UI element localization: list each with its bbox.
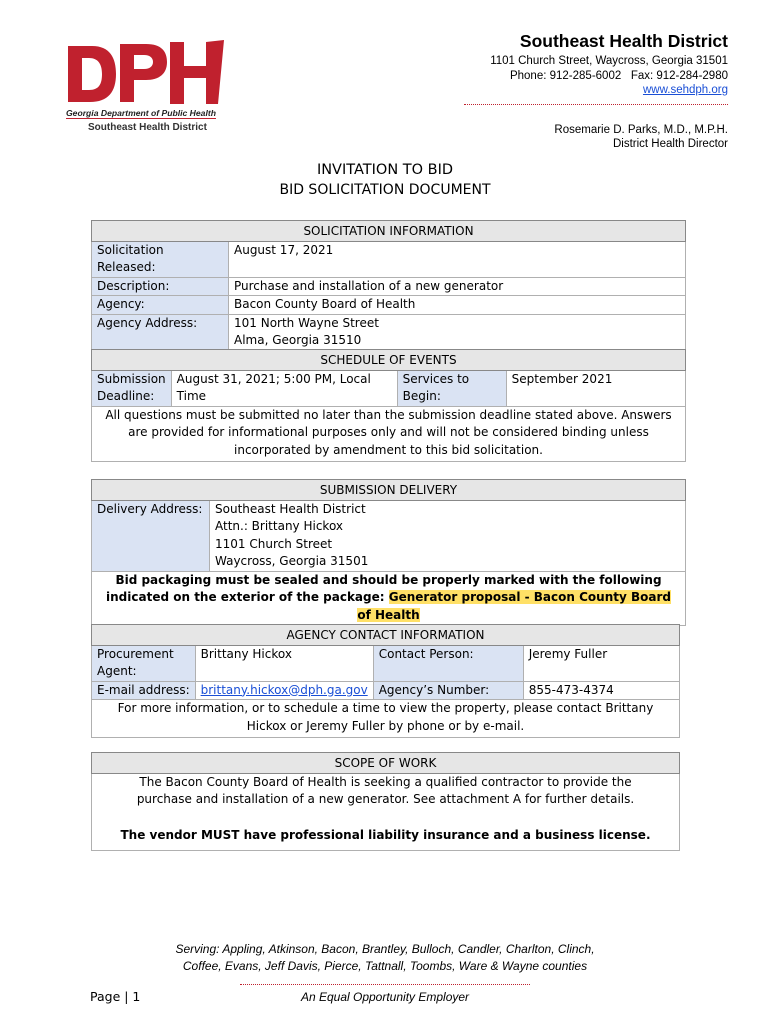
procurement-label-line-2: Agent: [97, 664, 137, 678]
released-value: August 17, 2021 [229, 241, 686, 277]
schedule-heading: SCHEDULE OF EVENTS [92, 350, 686, 371]
services-label-line-1: Services to [402, 371, 470, 386]
delivery-line-4: Waycross, Georgia 31501 [215, 554, 369, 568]
document-title [0, 160, 770, 200]
org-name: Southeast Health District [519, 31, 728, 51]
org-address: 1101 Church Street, Waycross, Georgia 31501 [490, 55, 728, 67]
agency-number-label: Agency’s Number: [373, 681, 523, 700]
email-label: E-mail address: [92, 681, 196, 700]
title-line-1: INVITATION TO BID [316, 162, 454, 178]
footer-serving [0, 941, 770, 985]
agency-address-label: Agency Address: [92, 314, 229, 350]
delivery-line-1: Southeast Health District [215, 501, 366, 516]
org-phone-fax: Phone: 912-285-6002 Fax: 912-284-2980 [509, 69, 728, 82]
director-title: District Health Director [612, 138, 728, 150]
logo-tagline: Georgia Department of Public Health [66, 108, 216, 118]
address-line-1: 101 North Wayne Street [234, 315, 379, 330]
agency-label: Agency: [92, 296, 229, 315]
dph-logo-mark [66, 40, 228, 108]
packaging-instructions [92, 571, 686, 626]
serving-line-1: Serving: Appling, Atkinson, Bacon, Brantley, Bulloch, Candler, Charlton, Clinch, [175, 942, 595, 956]
director-name: Rosemarie D. Parks, M.D., M.P.H. [554, 123, 728, 136]
delivery-label: Delivery Address: [92, 500, 210, 571]
deadline-label-line-1: Submission [97, 371, 166, 386]
agency-address-value [229, 314, 686, 350]
deadline-value: August 31, 2021; 5:00 PM, Local Time [171, 370, 397, 406]
services-label-line-2: Begin: [402, 389, 441, 403]
services-value: September 2021 [506, 370, 685, 406]
delivery-table [91, 479, 686, 626]
contact-person-value: Jeremy Fuller [523, 645, 679, 681]
title-line-2: BID SOLICITATION DOCUMENT [279, 182, 491, 198]
procurement-label [92, 645, 196, 681]
released-label: Solicitation Released: [92, 241, 229, 277]
contact-heading: AGENCY CONTACT INFORMATION [92, 625, 680, 646]
scope-body [92, 773, 680, 851]
equal-opportunity: An Equal Opportunity Employer [300, 990, 470, 1004]
deadline-label [92, 370, 172, 406]
contact-note: For more information, or to schedule a time to view the property, please contact Brittany Hickox or Jeremy Fuller by phone or by e-mail. [92, 700, 680, 738]
email-cell [195, 681, 373, 700]
services-label [397, 370, 506, 406]
schedule-table [91, 349, 686, 462]
solicitation-table [91, 220, 686, 351]
website-link[interactable]: www.sehdph.org [642, 84, 728, 96]
contact-table [91, 624, 680, 738]
scope-requirement: The vendor MUST have professional liability insurance and a business license. [120, 827, 651, 842]
delivery-address [210, 500, 686, 571]
scope-heading: SCOPE OF WORK [92, 753, 680, 774]
scope-text: The Bacon County Board of Health is seeking a qualified contractor to provide the purchase and installation of a new generator. See attachment A for further details. [136, 774, 635, 806]
deadline-label-line-2: Deadline: [97, 389, 155, 403]
page-number: Page | 1 [90, 989, 141, 1004]
description-value: Purchase and installation of a new generator [229, 277, 686, 296]
serving-line-2: Coffee, Evans, Jeff Davis, Pierce, Tattnall, Toombs, Ware & Wayne counties [182, 959, 588, 973]
solicitation-heading: SOLICITATION INFORMATION [92, 221, 686, 242]
contact-person-label: Contact Person: [373, 645, 523, 681]
logo-divider [66, 118, 216, 119]
agency-number-value: 855-473-4374 [523, 681, 679, 700]
packaging-text: Bid packaging must be sealed and should be properly marked with the following indicated on the exterior of the package: [106, 572, 662, 604]
packaging-label-highlight: Generator proposal - Bacon County Board of Health [357, 590, 671, 622]
delivery-line-3: 1101 Church Street [215, 536, 333, 551]
schedule-note: All questions must be submitted no later than the submission deadline stated above. Answers are provided for informational purposes only and will not be considered binding unless incorporated by amendment to this bid solicitation. [92, 406, 686, 462]
footer-divider [240, 984, 530, 985]
logo-district: Southeast Health District [88, 122, 207, 133]
scope-table [91, 752, 680, 851]
letterhead-divider [464, 104, 728, 105]
delivery-heading: SUBMISSION DELIVERY [92, 480, 686, 501]
procurement-label-line-1: Procurement [97, 646, 174, 661]
procurement-value: Brittany Hickox [195, 645, 373, 681]
letterhead [464, 30, 728, 152]
description-label: Description: [92, 277, 229, 296]
agency-value: Bacon County Board of Health [229, 296, 686, 315]
delivery-line-2: Attn.: Brittany Hickox [215, 519, 344, 533]
dph-logo [66, 40, 228, 135]
email-link[interactable]: brittany.hickox@dph.ga.gov [200, 682, 368, 697]
address-line-2: Alma, Georgia 31510 [234, 333, 362, 347]
